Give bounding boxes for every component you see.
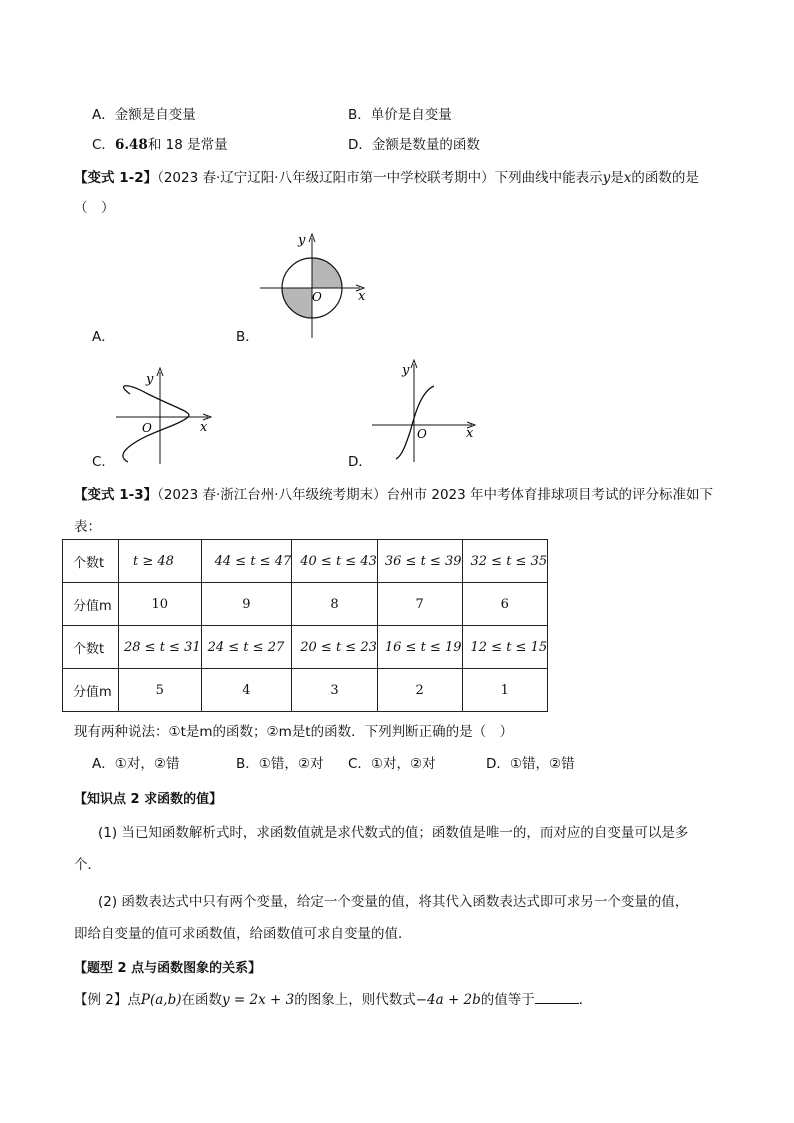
s-curve [123,386,189,462]
question-stem-b: 是 [610,170,624,186]
option-b: B．单价是自变量 [348,107,452,123]
table-cell: 36 ≤ t ≤ 39 [377,540,462,583]
question-source: （2023 春·浙江台州·八年级统考期末） [157,487,387,503]
question-1-2 [74,166,699,186]
question-1-3 [74,483,713,503]
knowledge-p2-line2: 即给自变量的值可求函数值，给函数值可求自变量的值． [74,926,412,942]
origin-label: O [312,290,322,304]
example-text: 点 [127,992,141,1008]
math-expression: −4a + 2b [415,992,481,1008]
table-cell: 7 [377,583,462,626]
table-cell: 5 [119,669,202,712]
option-d: D．①错，②错 [486,756,575,772]
table-cell: t ≥ 48 [119,540,202,583]
origin-label: O [417,427,427,441]
option-c-number: 6.48 [114,137,148,153]
graph-c-curve [108,364,218,466]
option-c-text: 和 18 是常量 [147,137,228,153]
table-cell: 12 ≤ t ≤ 15 [462,626,548,669]
section-heading: 【知识点 2 求函数的值】 [74,792,223,807]
table-row [63,626,548,669]
question-stem: 下列曲线中能表示 [494,170,603,186]
var-x: x [623,170,632,186]
axis-label-y: y [298,233,306,248]
origin-label: O [142,421,152,435]
graph-d-curve [366,356,481,464]
graph-label-d: D． [348,454,372,470]
option-b: B．①错，②对 [236,756,324,772]
table-cell: 28 ≤ t ≤ 31 [119,626,202,669]
section-heading: 【题型 2 点与函数图象的关系】 [74,961,262,976]
table-cell: 个数t [63,626,119,669]
knowledge-p1-line2: 个． [74,857,101,873]
example-text: 的值等于 [480,992,535,1008]
example-text: 在函数 [181,992,222,1008]
axis-label-x: x [466,426,474,441]
option-c-prefix: C． [92,137,115,153]
question-tag: 【变式 1-2】 [74,170,158,186]
question-tag: 【变式 1-3】 [74,487,158,503]
math-function: y = 2x + 3 [222,992,295,1008]
axis-label-y: y [402,363,410,378]
table-cell: 分值m [63,583,119,626]
scoring-table [62,539,548,712]
table-cell: 2 [377,669,462,712]
axis-label-y: y [146,372,154,387]
option-a: A．①对，②错 [92,756,180,772]
increasing-curve [396,386,434,459]
answer-bracket: （ ） [74,200,115,216]
graph-label-c: C． [92,454,115,470]
table-cell: 24 ≤ t ≤ 27 [201,626,292,669]
knowledge-p1-line1: (1) 当已知函数解析式时，求函数值就是求代数式的值；函数值是唯一的，而对应的自变量可以是多 [98,825,689,841]
table-cell: 8 [292,583,378,626]
table-cell: 分值m [63,669,119,712]
table-cell: 9 [201,583,292,626]
table-cell: 4 [201,669,292,712]
question-statement: 现有两种说法：①t是m的函数；②m是t的函数．下列判断正确的是（ ） [74,724,514,740]
question-stem: 台州市 2023 年中考体育排球项目考试的评分标准如下 [386,487,714,503]
knowledge-p2-line1: (2) 函数表达式中只有两个变量，给定一个变量的值，将其代入函数表达式即可求另一个变量的值， [98,894,689,910]
question-stem-c: 的函数的是 [631,170,699,186]
math-point: P(a,b) [140,992,182,1008]
graph-label-b: B． [236,329,259,345]
option-c: C．①对，②对 [348,756,436,772]
axis-label-x: x [358,289,366,304]
table-cell: 1 [462,669,548,712]
graph-label-a: A． [92,329,115,345]
example-2 [74,988,592,1008]
option-c [92,133,228,153]
table-cell: 32 ≤ t ≤ 35 [462,540,548,583]
question-stem-line2: 表： [74,519,101,535]
table-cell: 20 ≤ t ≤ 23 [292,626,378,669]
table-row [63,669,548,712]
table-cell: 个数t [63,540,119,583]
table-row [63,583,548,626]
table-cell: 10 [119,583,202,626]
example-tag: 【例 2】 [74,992,128,1008]
table-cell: 6 [462,583,548,626]
axis-label-x: x [200,420,208,435]
option-a: A．金额是自变量 [92,107,196,123]
table-cell: 44 ≤ t ≤ 47 [201,540,292,583]
example-text: 的图象上，则代数式 [294,992,416,1008]
example-text: ． [578,992,593,1008]
table-cell: 40 ≤ t ≤ 43 [292,540,378,583]
table-cell: 16 ≤ t ≤ 19 [377,626,462,669]
table-cell: 3 [292,669,378,712]
option-d: D．金额是数量的函数 [348,137,480,153]
graph-b-circle [252,228,377,340]
var-y: y [602,170,611,186]
question-source: （2023 春·辽宁辽阳·八年级辽阳市第一中学校联考期中） [157,170,495,186]
answer-blank [535,991,579,1004]
table-row [63,540,548,583]
